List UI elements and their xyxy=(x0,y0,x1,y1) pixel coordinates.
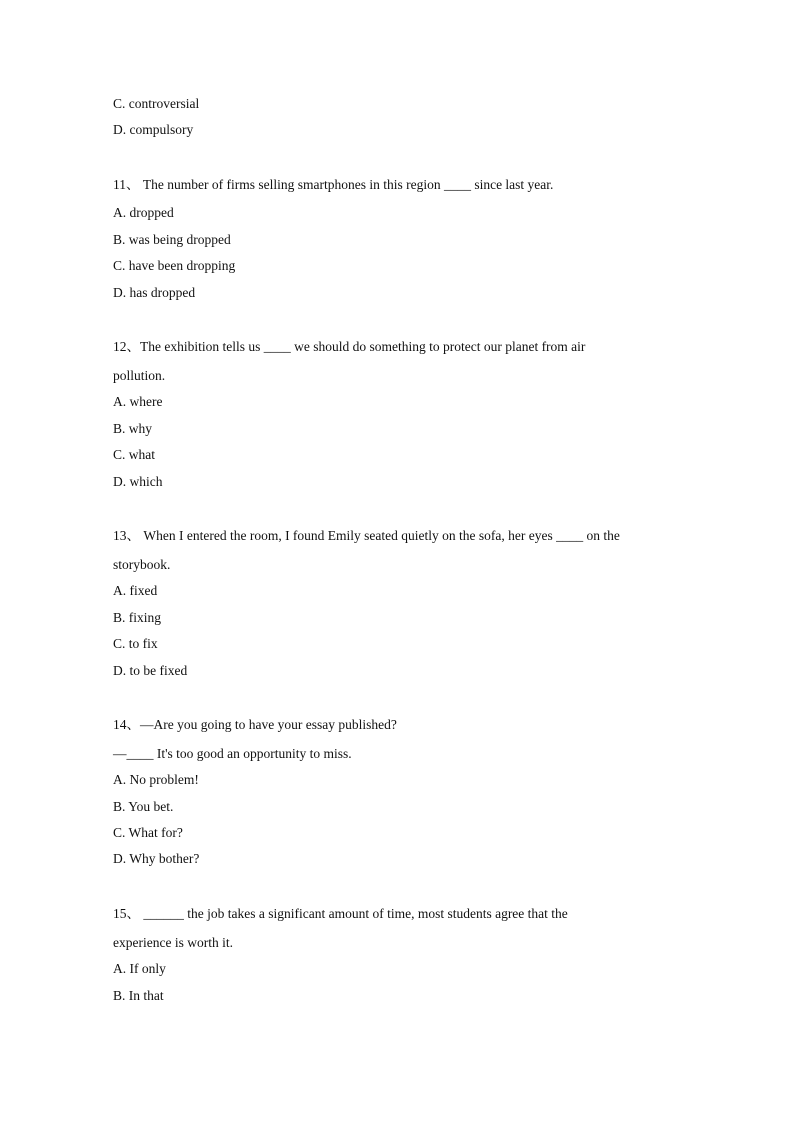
question-12-stem-line-1: 12、The exhibition tells us ____ we should do something to protect our planet from air xyxy=(113,339,586,354)
question-15-option-b: B. In that xyxy=(113,988,164,1003)
question-14-option-c: C. What for? xyxy=(113,825,183,840)
question-12-option-c: C. what xyxy=(113,447,155,462)
question-14-stem-line-2: —____ It's too good an opportunity to miss. xyxy=(113,746,352,761)
question-13-stem-line-2: storybook. xyxy=(113,557,171,572)
question-11-stem: 11、 The number of firms selling smartphones in this region ____ since last year. xyxy=(113,177,554,192)
question-12-option-d: D. which xyxy=(113,474,163,489)
question-14-option-a: A. No problem! xyxy=(113,772,199,787)
question-12-option-b: B. why xyxy=(113,421,153,436)
question-14-stem-line-1: 14、—Are you going to have your essay published? xyxy=(113,717,397,732)
question-13-option-b: B. fixing xyxy=(113,610,162,625)
question-12-option-a: A. where xyxy=(113,394,163,409)
question-15-stem-line-1: 15、 ______ the job takes a significant amount of time, most students agree that the xyxy=(113,906,568,921)
question-13-option-a: A. fixed xyxy=(113,583,158,598)
question-15-option-a: A. If only xyxy=(113,961,166,976)
question-14-option-b: B. You bet. xyxy=(113,799,174,814)
question-13-stem-line-1: 13、 When I entered the room, I found Emily seated quietly on the sofa, her eyes ____ on the xyxy=(113,528,620,543)
question-13-option-d: D. to be fixed xyxy=(113,663,188,678)
question-15-stem-line-2: experience is worth it. xyxy=(113,935,233,950)
question-12-stem-line-2: pollution. xyxy=(113,368,166,383)
question-13-option-c: C. to fix xyxy=(113,636,158,651)
question-11-option-a: A. dropped xyxy=(113,205,174,220)
question-11-option-b: B. was being dropped xyxy=(113,232,231,247)
question-14-option-d: D. Why bother? xyxy=(113,851,200,866)
option-prev-c: C. controversial xyxy=(113,96,200,111)
question-11-option-c: C. have been dropping xyxy=(113,258,236,273)
question-11-option-d: D. has dropped xyxy=(113,285,196,300)
option-prev-d: D. compulsory xyxy=(113,122,194,137)
